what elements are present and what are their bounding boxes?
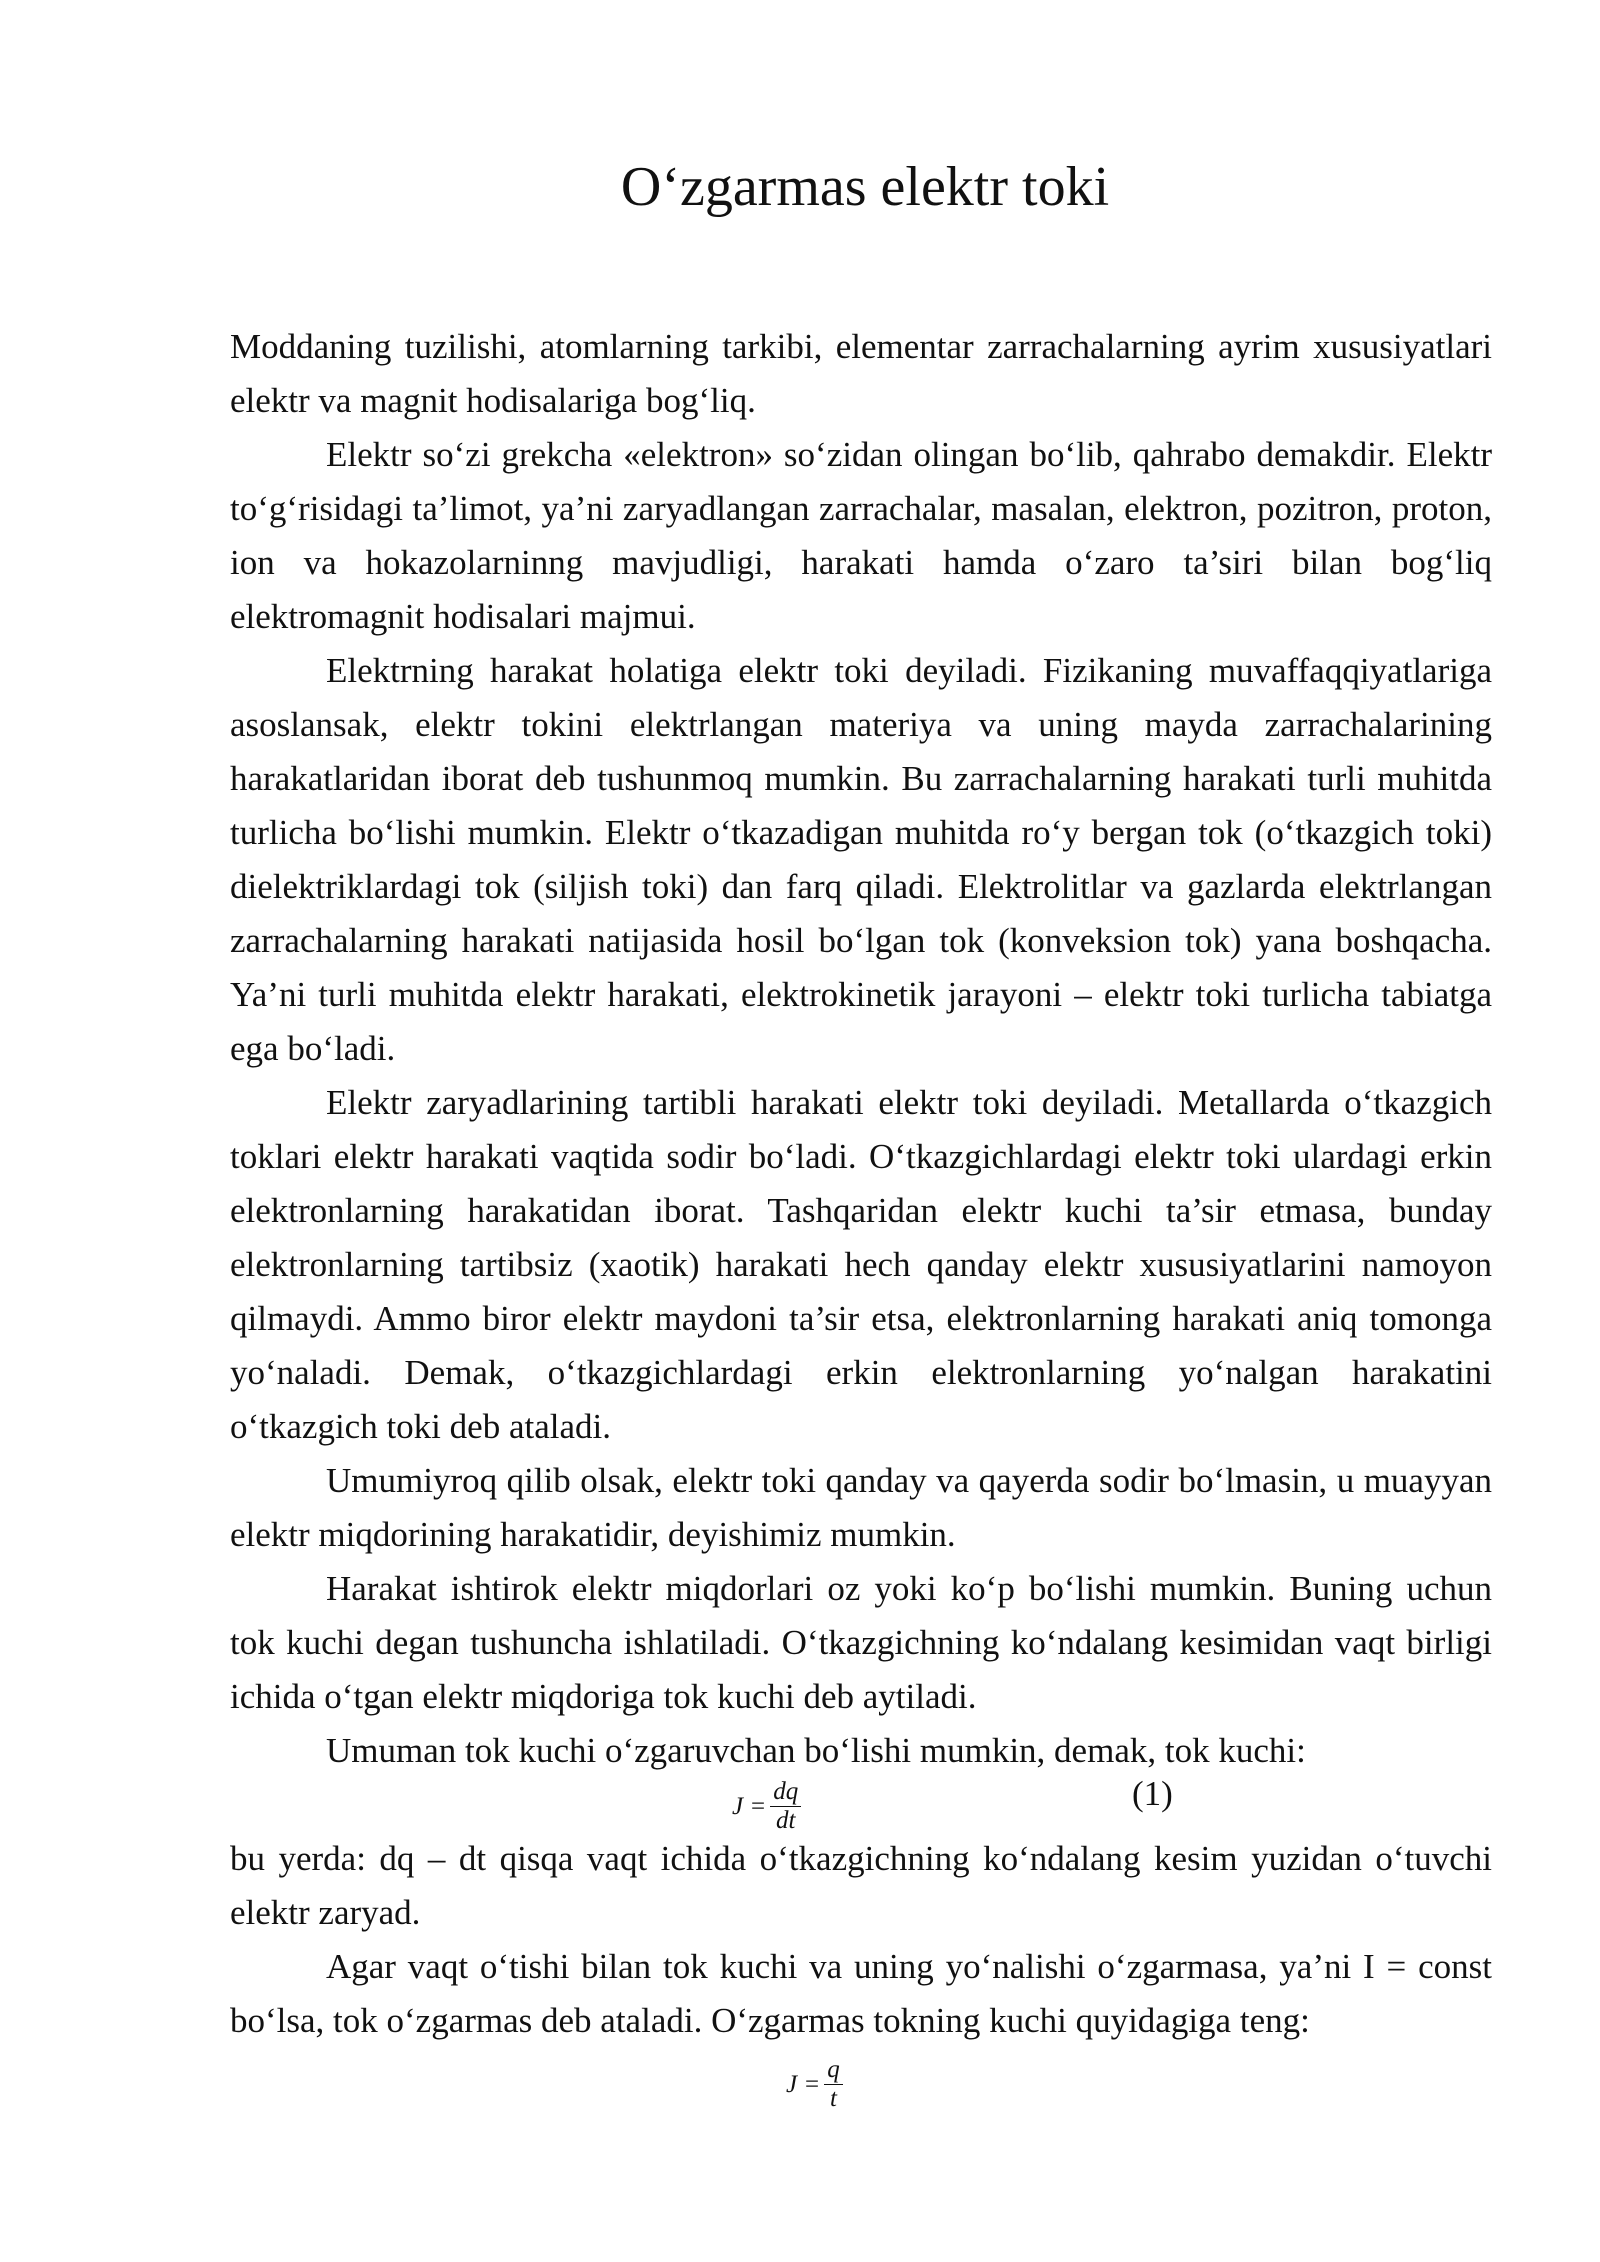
formula-1-row	[230, 1774, 1492, 1834]
formula-2-lhs: J =	[786, 2070, 821, 2098]
paragraph-7: Umuman tok kuchi o‘zgaruvchan bo‘lishi mumkin, demak, tok kuchi:	[326, 1731, 1306, 1770]
equation-number: (1)	[1132, 1774, 1173, 1813]
formula-2-fraction	[824, 2056, 843, 2113]
formula-2-row	[230, 2048, 1492, 2128]
formula-constant-current	[786, 2056, 843, 2113]
paragraph-2: Elektr so‘zi grekcha «elektron» so‘zidan olingan bo‘lib, qahrabo demakdir. Elektr to‘g‘risidagi ta’limot, ya’ni zaryadlangan zarrachalar, masalan, elektron, pozitron, proton, ion va hokazolarninng mavjudligi, harakati hamda o‘zaro ta’siri bilan bog‘liq elektromagnit hodisalari majmui.	[230, 435, 1492, 636]
page-title: O‘zgarmas elektr toki	[620, 156, 1110, 218]
paragraph-1: Moddaning tuzilishi, atomlarning tarkibi, elementar zarrachalarning ayrim xususiyatlari elektr va magnit hodisalariga bog‘liq.	[230, 327, 1492, 420]
formula-1-fraction	[770, 1778, 801, 1835]
formula-current-derivative	[732, 1778, 801, 1835]
formula-2-numerator: q	[824, 2056, 843, 2085]
paragraph-9: Agar vaqt o‘tishi bilan tok kuchi va uning yo‘nalishi o‘zgarmasa, ya’ni I = const bo‘lsa, tok o‘zgarmas deb ataladi. O‘zgarmas tokning kuchi quyidagiga teng:	[230, 1947, 1492, 2040]
formula-1-lhs: J =	[732, 1792, 767, 1820]
paragraph-8: bu yerda: dq – dt qisqa vaqt ichida o‘tkazgichning ko‘ndalang kesim yuzidan o‘tuvchi elektr zaryad.	[230, 1839, 1492, 1932]
formula-1-numerator: dq	[770, 1778, 801, 1807]
paragraph-6: Harakat ishtirok elektr miqdorlari oz yoki ko‘p bo‘lishi mumkin. Buning uchun tok kuchi degan tushuncha ishlatiladi. O‘tkazgichning ko‘ndalang kesimidan vaqt birligi ichida o‘tgan elektr miqdoriga tok kuchi deb aytiladi.	[230, 1569, 1492, 1716]
paragraph-3: Elektrning harakat holatiga elektr toki deyiladi. Fizikaning muvaffaqqiyatlariga asoslansak, elektr tokini elektrlangan materiya va uning mayda zarrachalarining harakatlaridan iborat deb tushunmoq mumkin. Bu zarrachalarning harakati turli muhitda turlicha bo‘lishi mumkin. Elektr o‘tkazadigan muhitda ro‘y bergan tok (o‘tkazgich toki) dielektriklardagi tok (siljish toki) dan farq qiladi. Elektrolitlar va gazlarda elektrlangan zarrachalarning harakati natijasida hosil bo‘lgan tok (konveksion tok) yana boshqacha. Ya’ni turli muhitda elektr harakati, elektrokinetik jarayoni – elektr toki turlicha tabiatga ega bo‘ladi.	[230, 651, 1492, 1068]
formula-2-denominator: t	[829, 2085, 837, 2112]
paragraph-4: Elektr zaryadlarining tartibli harakati elektr toki deyiladi. Metallarda o‘tkazgich toklari elektr harakati vaqtida sodir bo‘ladi. O‘tkazgichlardagi elektr toki ulardagi erkin elektronlarning harakatidan iborat. Tashqaridan elektr kuchi ta’sir etmasa, bunday elektronlarning tartibsiz (xaotik) harakati hech qanday elektr xususiyatlarini namoyon qilmaydi. Ammo biror elektr maydoni ta’sir etsa, elektronlarning harakati aniq tomonga yo‘naladi. Demak, o‘tkazgichlardagi erkin elektronlarning yo‘nalgan harakatini o‘tkazgich toki deb ataladi.	[230, 1083, 1492, 1446]
document-body	[230, 320, 1492, 2128]
formula-1-denominator: dt	[775, 1807, 796, 1834]
paragraph-5: Umumiyroq qilib olsak, elektr toki qanday va qayerda sodir bo‘lmasin, u muayyan elektr miqdorining harakatidir, deyishimiz mumkin.	[230, 1461, 1492, 1554]
